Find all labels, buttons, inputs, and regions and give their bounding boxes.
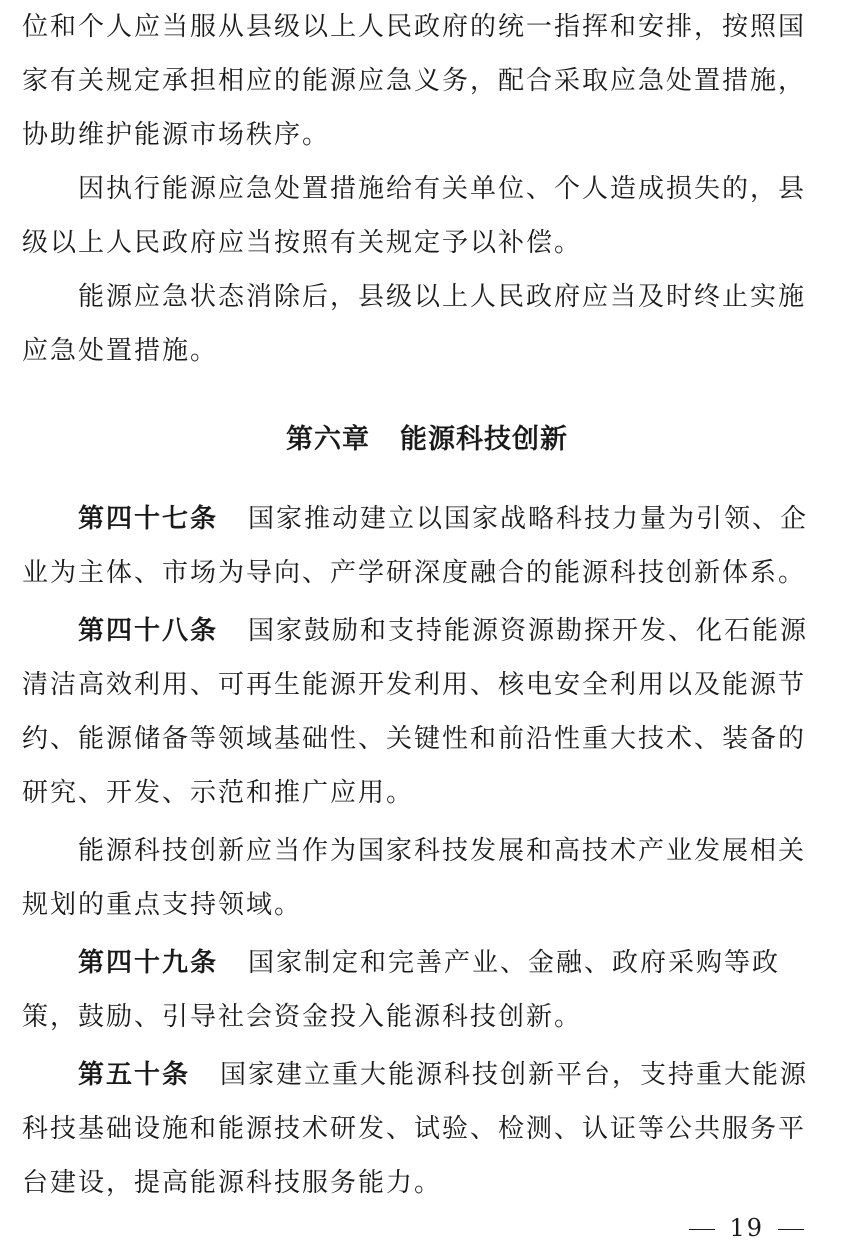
article-first-line [22,604,832,658]
text-line: 策，鼓励、引导社会资金投入能源科技创新。 [22,1002,583,1032]
article-label: 第四十七条 [78,504,219,534]
text-line: 科技基础设施和能源技术研发、试验、检测、认证等公共服务平 [22,1114,807,1144]
article-47 [22,492,832,600]
text-line: 约、能源储备等领域基础性、关键性和前沿性重大技术、装备的 [22,724,807,754]
article-48-paragraph-2 [22,824,832,932]
text-line: 位和个人应当服从县级以上人民政府的统一指挥和安排，按照国 [22,12,807,42]
article-first-line [22,936,832,990]
article-label: 第四十九条 [78,948,219,978]
paragraph-continuation [22,0,832,162]
text-line: 清洁高效利用、可再生能源开发利用、核电安全利用以及能源节 [22,670,807,700]
text-line: 研究、开发、示范和推广应用。 [22,778,415,808]
text-line: 级以上人民政府应当按照有关规定予以补偿。 [22,228,583,258]
paragraph-compensation [22,162,832,270]
article-48 [22,604,832,820]
chapter-heading [22,410,832,470]
text-line: 国家制定和完善产业、金融、政府采购等政 [248,948,781,978]
article-50 [22,1048,832,1210]
paragraph-termination [22,270,832,378]
text-line: 家有关规定承担相应的能源应急义务，配合采取应急处置措施， [22,66,807,96]
chapter-title: 能源科技创新 [400,424,568,455]
text-line: 应急处置措施。 [22,336,219,366]
article-first-line [22,492,832,546]
text-line: 业为主体、市场为导向、产学研深度融合的能源科技创新体系。 [22,558,807,588]
text-line: 能源科技创新应当作为国家科技发展和高技术产业发展相关 [78,836,807,866]
page-footer [675,1208,818,1248]
page-number: 19 [729,1214,764,1242]
article-49 [22,936,832,1044]
text-line: 国家鼓励和支持能源资源勘探开发、化石能源 [248,616,809,646]
text-line: 台建设，提高能源科技服务能力。 [22,1168,443,1198]
footer-dash-right [778,1229,804,1230]
text-line: 国家建立重大能源科技创新平台，支持重大能源 [220,1060,809,1090]
text-line: 国家推动建立以国家战略科技力量为引领、企 [248,504,809,534]
article-label: 第五十条 [78,1060,191,1090]
document-page [22,0,832,1210]
footer-dash-left [689,1229,715,1230]
text-line: 规划的重点支持领域。 [22,890,303,920]
article-first-line [22,1048,832,1102]
text-line: 协助维护能源市场秩序。 [22,120,331,150]
text-line: 因执行能源应急处置措施给有关单位、个人造成损失的，县 [78,174,807,204]
chapter-number: 第六章 [286,424,370,455]
article-label: 第四十八条 [78,616,219,646]
text-line: 能源应急状态消除后，县级以上人民政府应当及时终止实施 [78,282,807,312]
